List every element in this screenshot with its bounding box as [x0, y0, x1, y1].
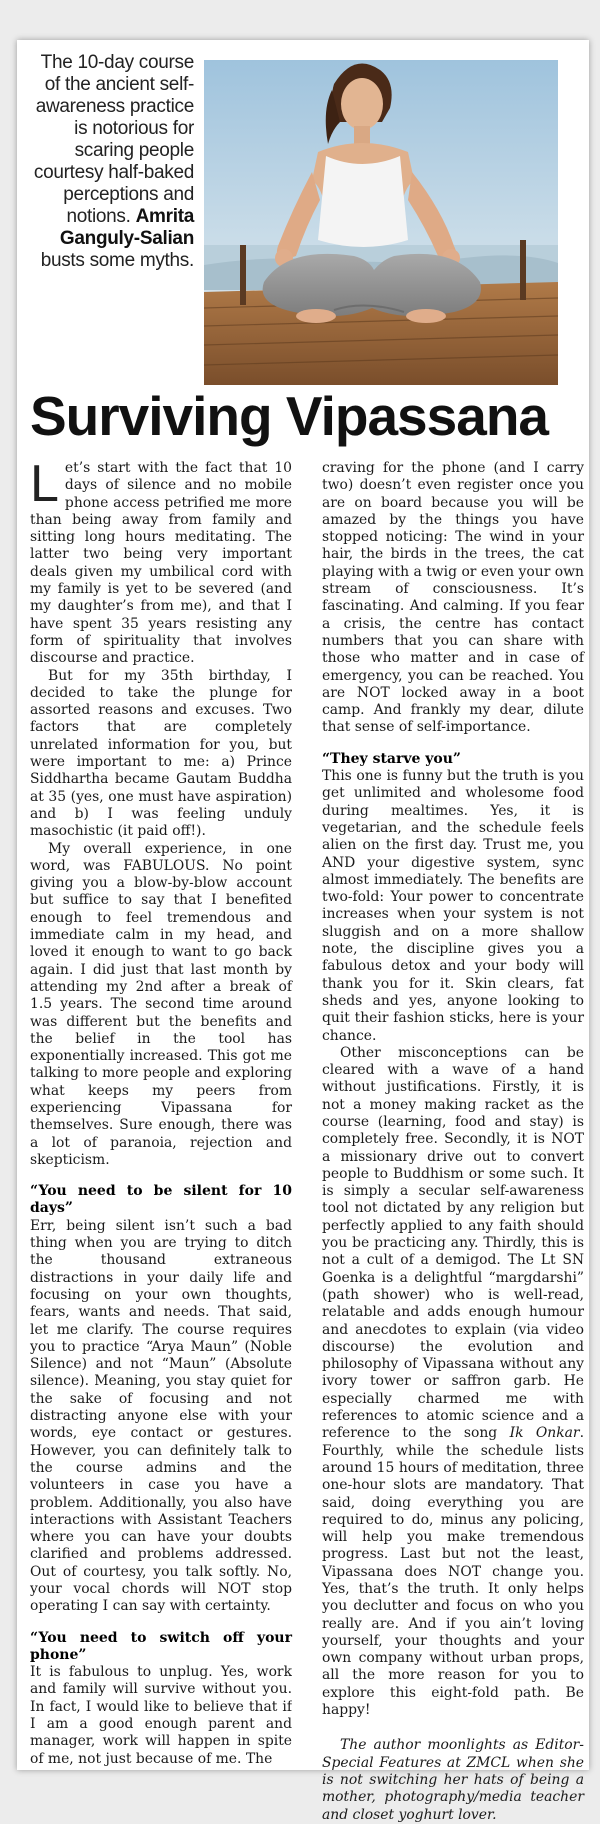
drop-cap: L — [30, 455, 59, 513]
article-paragraph-continued: It is fabulous to unplug. Yes, work and family will survive without you. In fact, I would like to believe that if I am a good enough parent and manager, work will happen in spite of me, not just because of me. The — [30, 1664, 292, 1767]
paragraph-text: et’s start with the fact that 10 days of silence and no mobile phone access petrified me more than being away from family and sitting long hours meditating. The latter two being very important deals given my umbilical cord with my family is yet to be severed (and my daughter’s from me), and that I have spent 35 years resisting any form of spirituality that involves discourse and practice. — [30, 460, 292, 667]
section-heading-phone: “You need to switch off your phone” — [30, 1629, 292, 1663]
paragraph-text: Other misconceptions can be cleared with a wave of a hand without justifications. Firstly, it is not a money making racket as the course (learning, food and stay) is completely free. Secondly, it is NOT a missionary drive out to convert people to Buddhism or some such. It is simply a secular self-awareness tool not dictated by any religion but perfectly applied to any faith should you be practicing any. Thirdly, this is not a cult of a demigod. The Lt SN Goenka is a delightful “margdarshi” (path shower) who is well-read, relatable and adds enough humour and anecdotes to explain (via video discourse) the evolution and philosophy of Vipassana without any ivory tower or saffron garb. He especially charmed me with references to atomic science and a reference to the song — [322, 1044, 584, 1442]
article-paragraph — [322, 1045, 584, 1720]
author-footnote: The author moonlights as Editor-Special Features at ZMCL when she is not switching her hats of being a mother, photography/media teacher and closet yoghurt lover. — [322, 1737, 584, 1823]
woman-meditating-illustration — [204, 60, 558, 385]
article-column-left — [30, 455, 292, 1784]
intro-text: The 10-day course of the ancient self-awareness practice is notorious for scaring people courtesy half-baked perceptions and notions. — [33, 52, 194, 227]
meditation-photo — [204, 60, 558, 385]
paragraph-text: . Fourthly, while the schedule lists around 15 hours of meditation, three one-hour slots are mandatory. That said, doing everything you are required to do, minus any policing, will help you make tremendous progress. Last but not the least, Vipassana does NOT change you. Yes, that’s the truth. It only helps you declutter and focus on who you really are. And if you ain’t loving yourself, your thoughts and your own company without urban props, all the more reason for you to explore this eight-fold path. Be happy! — [322, 1425, 584, 1719]
article-paragraph: But for my 35th birthday, I decided to take the plunge for assorted reasons and excuses. Two factors that are completely unrelated information for you, but were important to me: a) Prince Siddhartha became Gautam Buddha at 35 (yes, one must have aspiration) and b) I was feeling unduly masochistic (it paid off!). — [30, 667, 292, 840]
song-title: Ik Onkar — [509, 1425, 580, 1442]
intro-tail: busts some myths. — [40, 250, 194, 271]
article-paragraph: Err, being silent isn’t such a bad thing when you are trying to ditch the thousand extraneous distractions in your daily life and focusing on your own thoughts, fears, wants and needs. That said, let me clarify. The course requires you to practice “Arya Maun” (Noble Silence) and not “Maun” (Absolute silence). Meaning, you stay quiet for the sake of focusing and not distracting anyone else with your words, eye contact or gestures. However, you can definitely talk to the course admins and the volunteers in case you have a problem. Additionally, you also have interactions with Assistant Teachers where you can have your doubts clarified and problems addressed. Out of courtesy, you talk softly. No, your vocal chords will NOT stop operating I can say with certainty. — [30, 1217, 292, 1615]
intro-blurb — [30, 52, 194, 272]
section-heading-silence: “You need to be silent for 10 days” — [30, 1183, 292, 1217]
article-paragraph-continuation: craving for the phone (and I carry two) doesn’t even register once you are on board because you will be amazed by the things you have stopped noticing: The wind in your hair, the birds in the trees, the cat playing with a twig or even your own stream of consciousness. It’s fascinating. And calming. If you fear a crisis, the centre has contact numbers that you can share with those who matter and in case of emergency, you can be reached. You are NOT locked away in a boot camp. And frankly my dear, dilute that sense of self-importance. — [322, 460, 584, 736]
article-paragraph: This one is funny but the truth is you get unlimited and wholesome food during mealtimes. Yes, it is vegetarian, and the schedule feels alien on the first day. Trust me, you AND your digestive system, sync almost immediately. The benefits are two-fold: Your power to concentrate increases when your system is not sluggish and on a more shallow note, the discipline gives you a fabulous detox and your body will thank you for it. Skin clears, fat sheds and yes, anyone looking to quit their fashion sticks, here is your chance. — [322, 768, 584, 1044]
article-paragraph — [30, 455, 292, 668]
article-paragraph: My overall experience, in one word, was FABULOUS. No point giving you a blow-by-blow account but suffice to say that I benefited enough to feel tremendous and immediate calm in my head, and loved it enough to want to go back again. I did just that last month by attending my 2nd after a break of 1.5 years. The second time around was different but the benefits and the belief in the tool has exponentially increased. This got me talking to more people and exploring what keeps my peers from experiencing Vipassana for themselves. Sure enough, there was a lot of paranoia, rejection and skepticism. — [30, 840, 292, 1168]
article-headline: Surviving Vipassana — [30, 385, 549, 447]
author-name: Amrita Ganguly-Salian — [59, 206, 194, 249]
article-column-right — [322, 460, 584, 1824]
section-heading-starve: “They starve you” — [322, 750, 461, 767]
